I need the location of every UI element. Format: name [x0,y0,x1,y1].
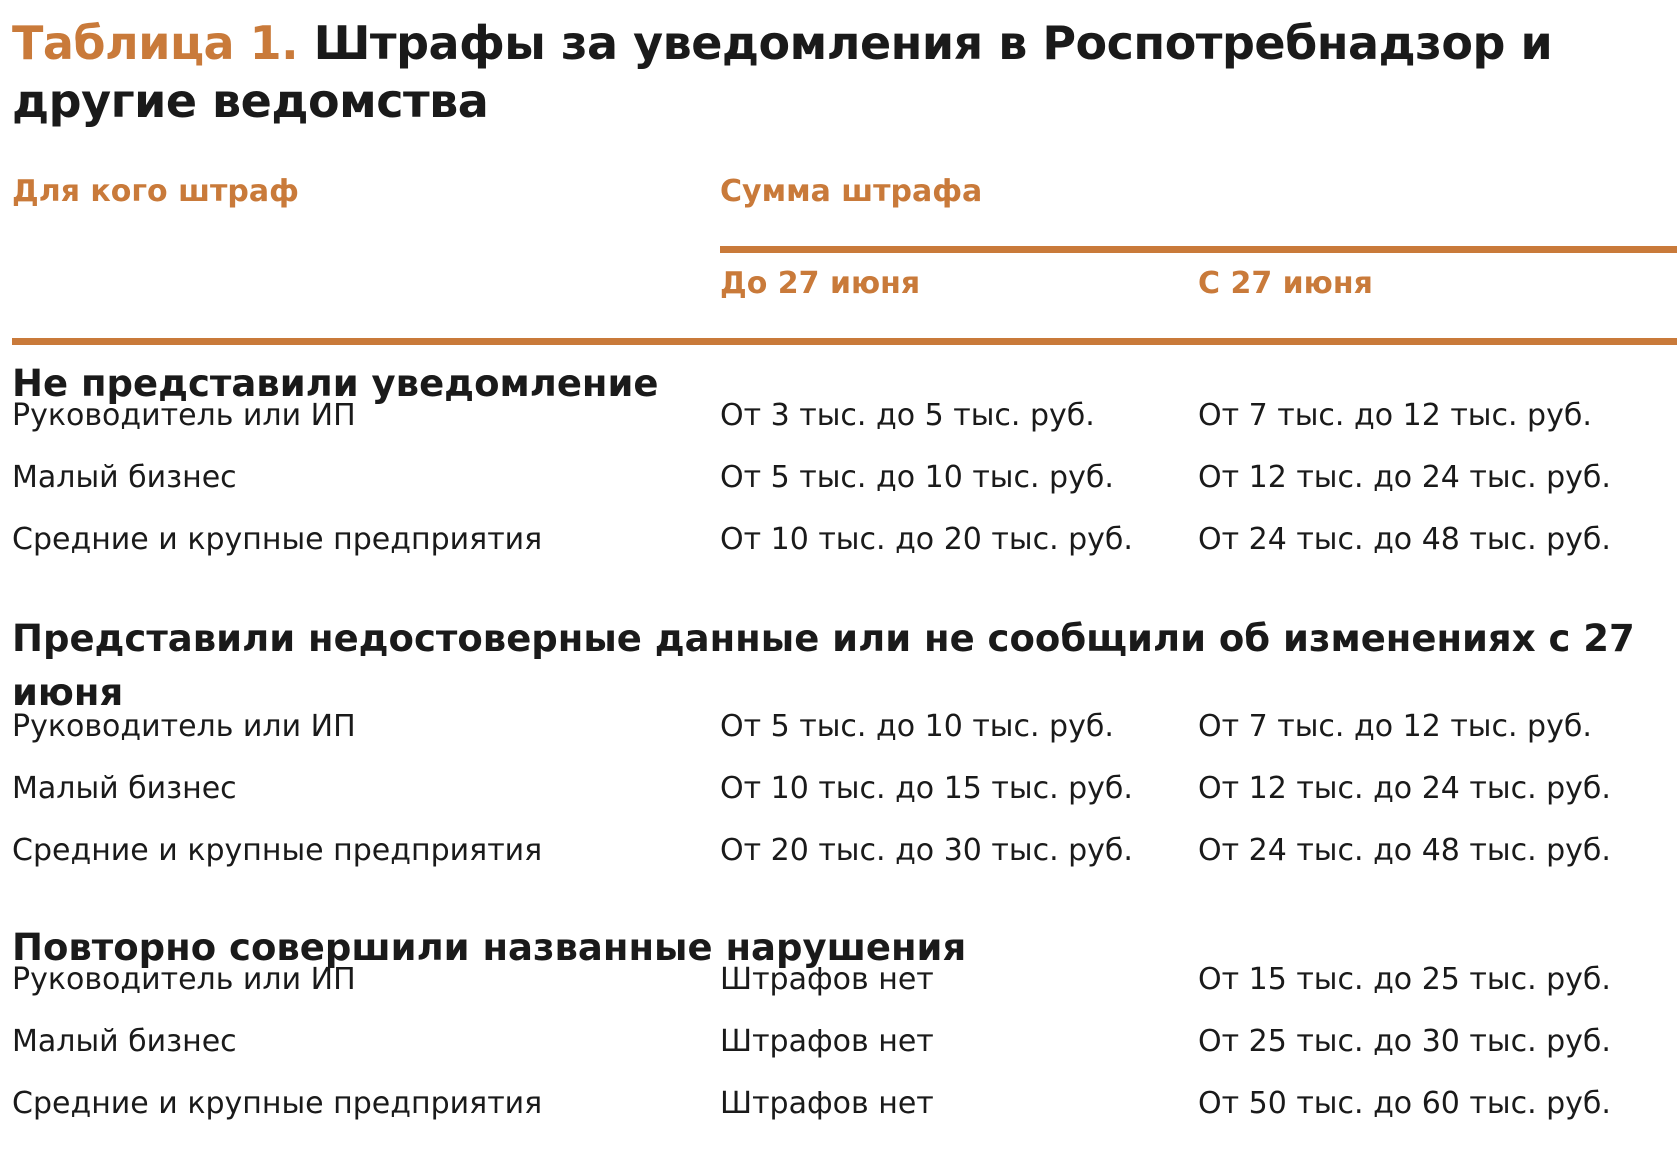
header-amount-rule [720,246,1677,253]
cell-after: От 12 тыс. до 24 тыс. руб. [1198,460,1611,495]
cell-before: Штрафов нет [720,1086,934,1121]
cell-before: От 5 тыс. до 10 тыс. руб. [720,460,1114,495]
table-row [12,709,1677,749]
cell-before: От 20 тыс. до 30 тыс. руб. [720,833,1133,868]
cell-after: От 25 тыс. до 30 тыс. руб. [1198,1024,1611,1059]
section-title-repeat-violation: Повторно совершили названные нарушения [12,926,967,969]
cell-before: От 3 тыс. до 5 тыс. руб. [720,398,1095,433]
cell-who: Малый бизнес [12,771,237,806]
table-row [12,1086,1677,1126]
cell-after: От 24 тыс. до 48 тыс. руб. [1198,833,1611,868]
cell-before: От 5 тыс. до 10 тыс. руб. [720,709,1114,744]
cell-who: Руководитель или ИП [12,709,356,744]
table-row [12,460,1677,500]
cell-who: Средние и крупные предприятия [12,522,543,557]
table-row [12,962,1677,1002]
cell-before: От 10 тыс. до 20 тыс. руб. [720,522,1133,557]
cell-who: Руководитель или ИП [12,398,356,433]
table-title [12,14,1652,130]
table-row [12,833,1677,873]
header-before: До 27 июня [720,266,921,301]
header-bottom-rule [12,338,1677,345]
fines-table-page [12,14,1677,1121]
header-who: Для кого штраф [12,174,299,209]
cell-after: От 12 тыс. до 24 тыс. руб. [1198,771,1611,806]
table-row [12,1024,1677,1064]
cell-who: Малый бизнес [12,460,237,495]
table-row [12,398,1677,438]
cell-after: От 15 тыс. до 25 тыс. руб. [1198,962,1611,997]
cell-after: От 24 тыс. до 48 тыс. руб. [1198,522,1611,557]
cell-before: Штрафов нет [720,962,934,997]
cell-after: От 50 тыс. до 60 тыс. руб. [1198,1086,1611,1121]
table-row [12,771,1677,811]
cell-who: Средние и крупные предприятия [12,1086,543,1121]
cell-before: Штрафов нет [720,1024,934,1059]
table-title-text: Штрафы за уведомления в Роспотребнадзор и другие ведомства [12,16,1553,128]
section-title-no-notice: Не представили уведомление [12,362,659,405]
header-amount: Сумма штрафа [720,174,983,209]
header-after: С 27 июня [1198,266,1373,301]
cell-after: От 7 тыс. до 12 тыс. руб. [1198,398,1592,433]
cell-who: Руководитель или ИП [12,962,356,997]
table-title-number: Таблица 1. [12,16,299,70]
cell-after: От 7 тыс. до 12 тыс. руб. [1198,709,1592,744]
table-row [12,522,1677,562]
section-title-false-data: Представили недостоверные данные или не сообщили об изменениях с 27 июня [12,617,1635,714]
cell-who: Малый бизнес [12,1024,237,1059]
cell-who: Средние и крупные предприятия [12,833,543,868]
cell-before: От 10 тыс. до 15 тыс. руб. [720,771,1133,806]
